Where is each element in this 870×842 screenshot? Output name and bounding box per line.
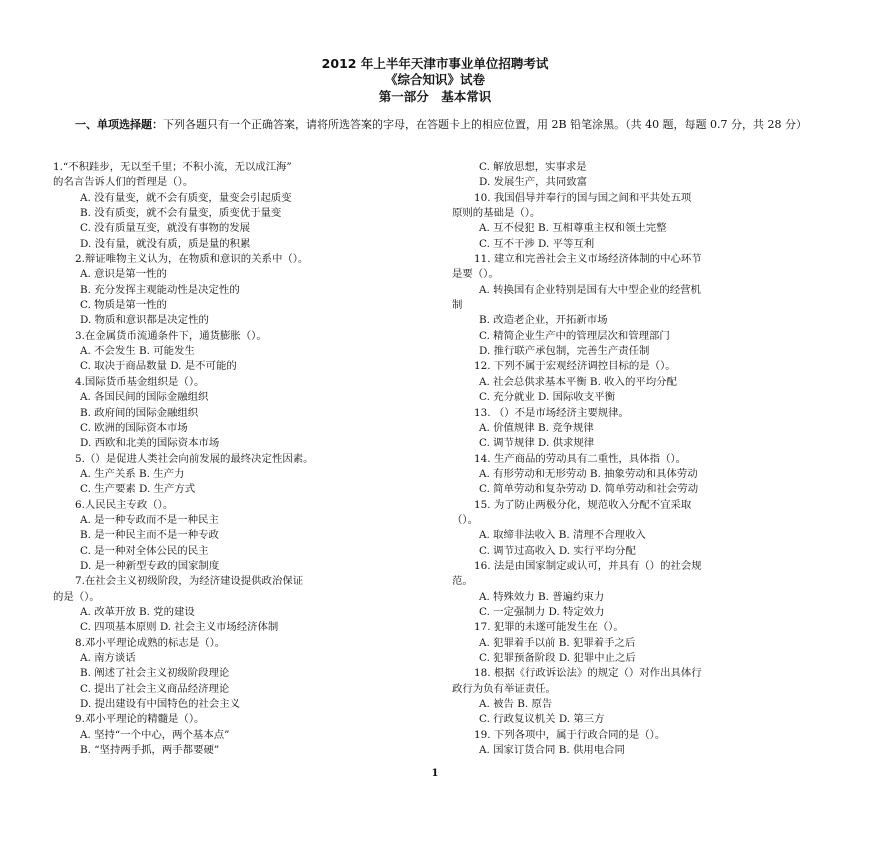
- question-text-line: 15. 为了防止两极分化，规范收入分配不宜采取: [474, 498, 692, 511]
- answer-option-line: C. 调节规律 D. 供求规律: [479, 437, 595, 450]
- question-text-line: 是要（）。: [452, 268, 499, 281]
- answer-option-line: C. 行政复议机关 D. 第三方: [479, 713, 605, 726]
- answer-option-line: A. 生产关系 B. 生产力: [80, 467, 185, 480]
- answer-option-line: D. 发展生产，共同致富: [479, 176, 588, 189]
- answer-option-line: A. 社会总供求基本平衡 B. 收入的平均分配: [479, 375, 677, 388]
- instructions-lead: 一、单项选择题：: [75, 118, 163, 131]
- answer-option-line: A. 国家订货合同 B. 供用电合同: [479, 744, 625, 757]
- question-text-line: 1.“不积跬步，无以至千里；不积小流，无以成江海”: [53, 161, 292, 173]
- question-text-line: 原则的基础是（）。: [452, 207, 541, 220]
- answer-option-line: A. 是一种专政而不是一种民主: [80, 513, 219, 526]
- exam-title: 2012 年上半年天津市事业单位招聘考试: [321, 56, 549, 71]
- question-text-line: 17. 犯罪的未遂可能发生在（）。: [474, 621, 624, 634]
- question-text-line: 政行为负有举证责任。: [452, 682, 556, 695]
- question-text-line: 19. 下列各项中，属于行政合同的是（）。: [474, 728, 666, 741]
- question-text-line: 2.辩证唯物主义认为，在物质和意识的关系中（）。: [75, 253, 309, 266]
- question-text-line: 16. 法是由国家制定或认可，并具有（）的社会规: [474, 559, 702, 572]
- answer-option-line: B. 改造老企业，开拓新市场: [479, 314, 608, 327]
- section-title: 第一部分 基本常识: [378, 89, 492, 104]
- instructions-text: 下列各题只有一个正确答案，请将所选答案的字母，在答题卡上的相应位置，用 2B 铅笔涂黑。（共 40 题，每题 0.7 分，共 28 分）: [163, 118, 808, 131]
- answer-option-line: B. 阐述了社会主义初级阶段理论: [80, 667, 230, 680]
- answer-option-line: A. 各国民间的国际金融组织: [80, 391, 209, 404]
- answer-option-line: B. 充分发挥主观能动性是决定性的: [80, 283, 240, 296]
- answer-option-line: A. 特殊效力 B. 普遍约束力: [479, 590, 605, 603]
- answer-option-line: A. 转换国有企业特别是国有大中型企业的经营机: [479, 283, 701, 296]
- question-text-line: 5.（）是促进人类社会向前发展的最终决定性因素。: [75, 452, 314, 465]
- answer-option-line: A. 改革开放 B. 党的建设: [80, 605, 195, 618]
- question-text-line: 4.国际货币基金组织是（）。: [75, 375, 205, 388]
- section-instructions: [55, 116, 820, 133]
- answer-option-line: C. 充分就业 D. 国际收支平衡: [479, 391, 615, 404]
- answer-option-line: C. 解放思想，实事求是: [479, 161, 587, 173]
- question-text-line: 3.在金属货币流通条件下，通货膨胀（）。: [75, 329, 267, 342]
- answer-option-line: C. 四项基本原则 D. 社会主义市场经济体制: [80, 621, 279, 634]
- exam-subtitle: 《综合知识》试卷: [384, 72, 485, 87]
- answer-option-line: B. “坚持两手抓，两手都要硬”: [80, 744, 220, 757]
- question-text-line: 9.邓小平理论的精髓是（）。: [75, 713, 205, 726]
- answer-option-line: B. 政府间的国际金融组织: [80, 406, 199, 419]
- answer-option-line: A. 互不侵犯 B. 互相尊重主权和领土完整: [479, 222, 667, 235]
- answer-option-line: B. 是一种民主而不是一种专政: [80, 529, 219, 542]
- page-number: 1: [431, 768, 439, 779]
- answer-option-line: C. 调节过高收入 D. 实行平均分配: [479, 544, 636, 557]
- question-text-line: 8.邓小平理论成熟的标志是（）。: [75, 636, 226, 649]
- answer-option-line: A. 有形劳动和无形劳动 B. 抽象劳动和具体劳动: [479, 467, 698, 480]
- left-column: [53, 160, 423, 758]
- question-text-line: 的是（）。: [53, 590, 100, 603]
- question-text-line: 10. 我国倡导并奉行的国与国之间和平共处五项: [474, 191, 692, 204]
- answer-option-line: C. 取决于商品数量 D. 是不可能的: [80, 360, 237, 373]
- answer-option-line: A. 价值规律 B. 竞争规律: [479, 421, 594, 434]
- answer-option-line: D. 没有量，就没有质，质是量的积累: [80, 237, 251, 250]
- answer-option-line: B. 没有质变，就不会有量变，质变优于量变: [80, 207, 282, 220]
- question-text-line: 18. 根据《行政诉讼法》的规定（）对作出具体行: [474, 667, 702, 680]
- answer-option-line: C. 精简企业生产中的管理层次和管理部门: [479, 329, 670, 342]
- question-text-line: （）。: [452, 513, 478, 526]
- answer-option-line: C. 物质是第一性的: [80, 299, 167, 312]
- answer-option-line: A. 坚持“一个中心，两个基本点”: [80, 728, 230, 741]
- question-text-line: 6.人民民主专政（）。: [75, 498, 174, 511]
- answer-option-line: C. 是一种对全体公民的民主: [80, 544, 209, 557]
- answer-option-line: A. 取缔非法收入 B. 清理不合理收入: [479, 529, 646, 542]
- answer-option-line: D. 是一种新型专政的国家制度: [80, 559, 220, 572]
- answer-option-line: D. 推行联产承包制，完善生产责任制: [479, 345, 650, 358]
- answer-option-line: A. 没有量变，就不会有质变，量变会引起质变: [80, 191, 292, 204]
- question-text-line: 14. 生产商品的劳动具有二重性，具体指（）。: [474, 452, 687, 465]
- answer-option-line: C. 没有质量互变，就没有事物的发展: [80, 222, 251, 235]
- answer-option-line: A. 意识是第一性的: [80, 268, 167, 281]
- answer-option-line: D. 物质和意识都是决定性的: [80, 314, 209, 327]
- answer-option-line: C. 一定强制力 D. 特定效力: [479, 605, 605, 618]
- question-text-line: 12. 下列不属于宏观经济调控目标的是（）。: [474, 360, 676, 373]
- answer-option-line: C. 简单劳动和复杂劳动 D. 简单劳动和社会劳动: [479, 483, 699, 496]
- answer-option-line: A. 南方谈话: [80, 652, 136, 664]
- answer-option-line: C. 生产要素 D. 生产方式: [80, 483, 196, 496]
- question-text-line: 13. （）不是市场经济主要规律。: [474, 406, 629, 419]
- question-text-line: 范。: [452, 575, 473, 588]
- question-text-line: 制: [452, 299, 463, 312]
- answer-option-line: A. 被告 B. 原告: [479, 698, 553, 711]
- answer-option-line: C. 犯罪预备阶段 D. 犯罪中止之后: [479, 652, 636, 664]
- question-text-line: 11. 建立和完善社会主义市场经济体制的中心环节: [474, 253, 702, 266]
- answer-option-line: A. 不会发生 B. 可能发生: [80, 345, 195, 358]
- answer-option-line: C. 互不干涉 D. 平等互利: [479, 237, 595, 250]
- answer-option-line: D. 提出建设有中国特色的社会主义: [80, 698, 241, 711]
- right-column: [452, 160, 824, 758]
- answer-option-line: C. 欧洲的国际资本市场: [80, 421, 188, 434]
- question-text-line: 7.在社会主义初级阶段，为经济建设提供政治保证: [75, 575, 304, 588]
- answer-option-line: D. 西欧和北美的国际资本市场: [80, 437, 220, 450]
- answer-option-line: C. 提出了社会主义商品经济理论: [80, 682, 230, 695]
- answer-option-line: A. 犯罪着手以前 B. 犯罪着手之后: [479, 636, 636, 649]
- question-text-line: 的名言告诉人们的哲理是（）。: [53, 176, 194, 189]
